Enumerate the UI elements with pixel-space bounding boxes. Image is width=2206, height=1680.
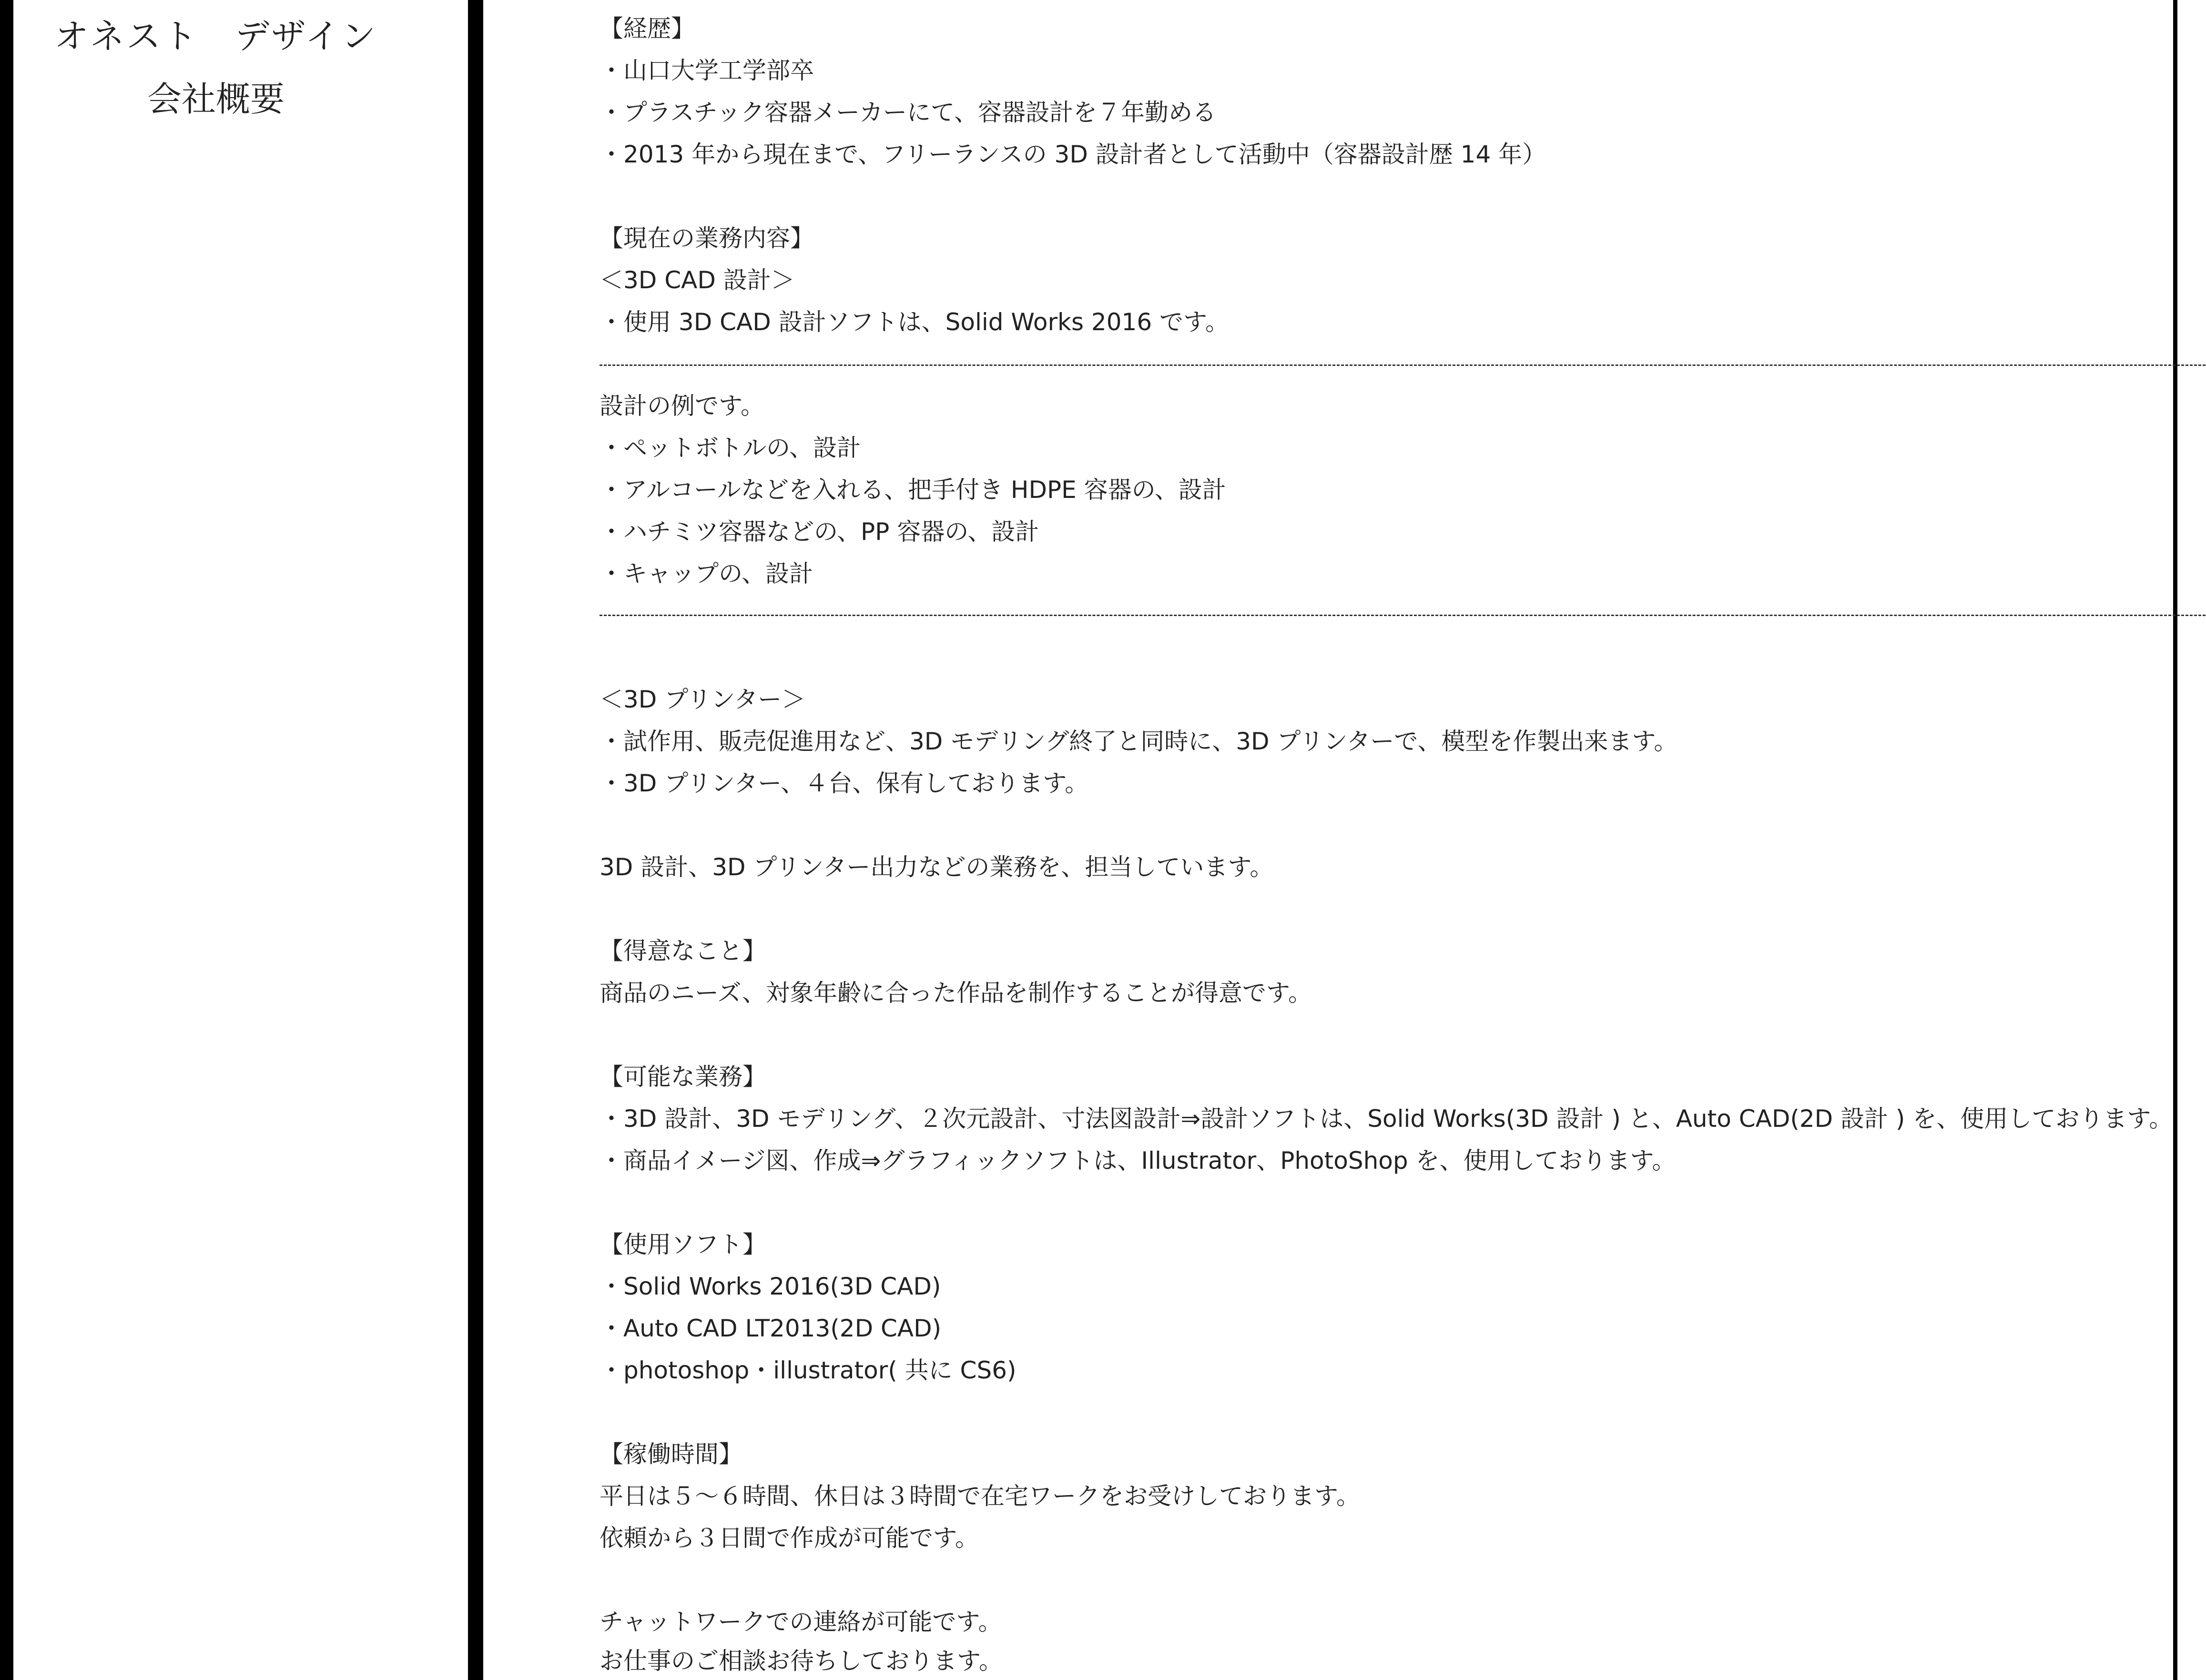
dashed-divider-bottom <box>600 615 2206 616</box>
page-heading: 会社概要 <box>147 79 285 119</box>
cad-subheading: ＜3D CAD 設計＞ <box>600 266 795 294</box>
right-border-bar <box>2173 0 2177 1680</box>
examples-intro: 設計の例です。 <box>600 392 764 420</box>
dashed-divider-top <box>600 364 2206 366</box>
hours-item: 平日は５～６時間、休日は３時間で在宅ワークをお受けしております。 <box>600 1482 1360 1510</box>
column-divider-bar <box>468 0 483 1680</box>
career-heading: 【経歴】 <box>600 15 695 42</box>
work-heading: 【現在の業務内容】 <box>600 224 814 252</box>
hours-item: 依頼から３日間で作成が可能です。 <box>600 1524 979 1552</box>
career-item: ・2013 年から現在まで、フリーランスの 3D 設計者として活動中（容器設計歴 14 年） <box>600 141 1546 168</box>
contact-item: お仕事のご相談お待ちしております。 <box>600 1647 1003 1675</box>
possible-heading: 【可能な業務】 <box>600 1063 766 1091</box>
hours-heading: 【稼働時間】 <box>600 1440 742 1468</box>
strength-heading: 【得意なこと】 <box>600 937 766 965</box>
example-item: ・アルコールなどを入れる、把手付き HDPE 容器の、設計 <box>600 476 1226 504</box>
company-name: オネスト デザイン <box>54 16 378 56</box>
printer-item: ・3D プリンター、４台、保有しております。 <box>600 769 1089 797</box>
printer-subheading: ＜3D プリンター＞ <box>600 686 806 713</box>
software-heading: 【使用ソフト】 <box>600 1231 766 1258</box>
duty-summary: 3D 設計、3D プリンター出力などの業務を、担当しています。 <box>600 853 1274 881</box>
cad-software-line: ・使用 3D CAD 設計ソフトは、Solid Works 2016 です。 <box>600 308 1230 336</box>
possible-item: ・3D 設計、3D モデリング、２次元設計、寸法図設計⇒設計ソフトは、Solid Works(3D 設計 ) と、Auto CAD(2D 設計 ) を、使用しております。 <box>600 1105 2173 1133</box>
contact-item: チャットワークでの連絡が可能です。 <box>600 1608 1002 1636</box>
software-item: ・photoshop・illustrator( 共に CS6) <box>600 1356 1017 1384</box>
software-item: ・Solid Works 2016(3D CAD) <box>600 1273 941 1300</box>
strength-text: 商品のニーズ、対象年齢に合った作品を制作することが得意です。 <box>600 979 1312 1007</box>
career-item: ・山口大学工学部卒 <box>600 57 814 84</box>
printer-item: ・試作用、販売促進用など、3D モデリング終了と同時に、3D プリンターで、模型を作製出来ます。 <box>600 728 1678 755</box>
example-item: ・キャップの、設計 <box>600 560 813 587</box>
career-item: ・プラスチック容器メーカーにて、容器設計を７年勤める <box>600 99 1216 126</box>
software-item: ・Auto CAD LT2013(2D CAD) <box>600 1315 942 1342</box>
example-item: ・ハチミツ容器などの、PP 容器の、設計 <box>600 518 1039 546</box>
possible-item: ・商品イメージ図、作成⇒グラフィックソフトは、Illustrator、PhotoShop を、使用しております。 <box>600 1147 1676 1174</box>
left-border-bar <box>0 0 13 1680</box>
example-item: ・ペットボトルの、設計 <box>600 434 861 462</box>
